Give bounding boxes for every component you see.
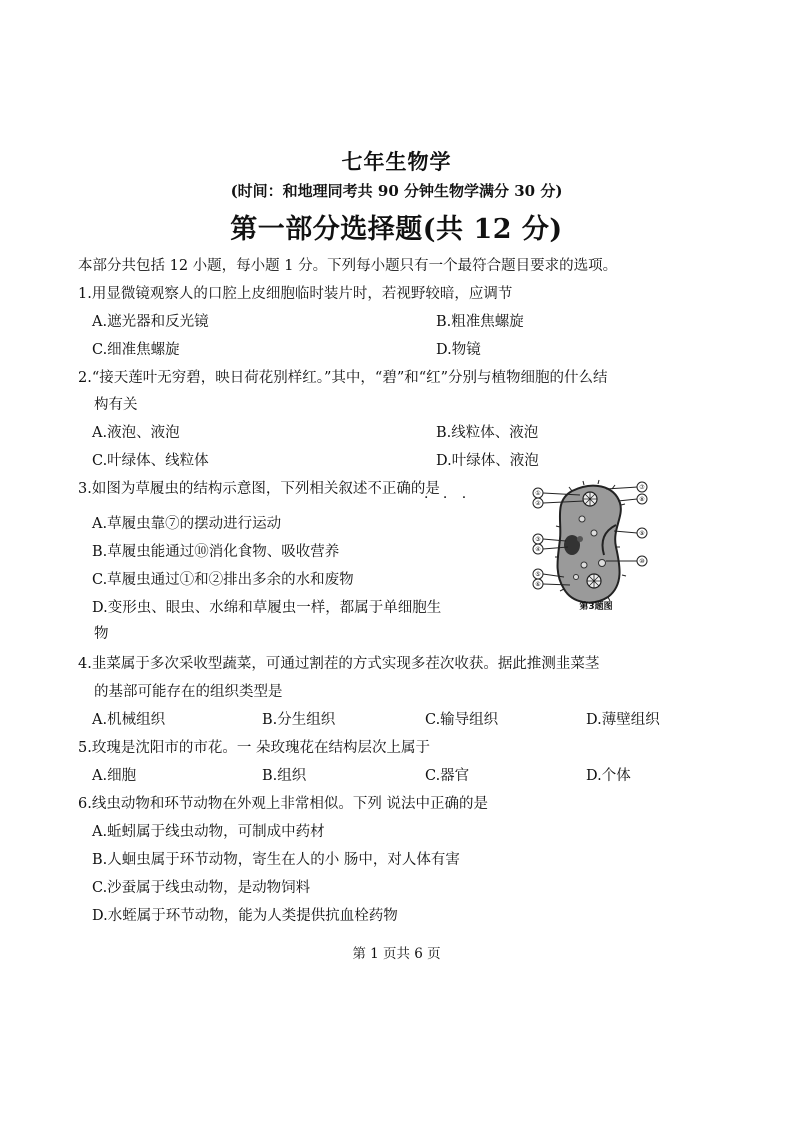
question-4-option-a: A.机械组织 <box>92 712 166 728</box>
page-subtitle: (时间：和地理同考共 90 分钟生物学满分 30 分) <box>230 182 563 200</box>
question-1-option-d: D.物镜 <box>436 342 481 358</box>
question-5-option-b: B.组织 <box>262 768 307 784</box>
question-3-option-c: C.草履虫通过①和②排出多余的水和废物 <box>92 572 354 588</box>
question-4-option-d: D.薄壁组织 <box>586 712 660 728</box>
label-2: ② <box>535 500 541 507</box>
page-footer: 第 1 页共 6 页 <box>352 946 441 962</box>
question-5-option-a: A.细胞 <box>92 768 137 784</box>
question-2-option-d: D.叶绿体、液泡 <box>436 453 539 469</box>
question-3-option-d-line-1: D.变形虫、眼虫、水绵和草履虫一样，都属于单细胞生 <box>92 600 442 616</box>
question-1-option-c: C.细准焦螺旋 <box>92 342 180 358</box>
label-3: ③ <box>535 536 541 543</box>
question-2-option-c: C.叶绿体、线粒体 <box>92 453 209 469</box>
question-1-option-a: A.遮光器和反光镜 <box>92 314 209 330</box>
question-2-stem-line-1: 2.“接天莲叶无穷碧，映日荷花别样红。”其中，“碧”和“红”分别与植物细胞的什么结 <box>78 370 608 386</box>
question-5-option-c: C.器官 <box>425 768 470 784</box>
label-10: ⑩ <box>639 558 645 565</box>
question-6-option-b: B.人蛔虫属于环节动物，寄生在人的小 肠中，对人体有害 <box>92 852 460 868</box>
question-6-stem: 6.线虫动物和环节动物在外观上非常相似。下列 说法中正确的是 <box>78 796 488 812</box>
question-6-option-a: A.蚯蚓属于线虫动物，可制成中药材 <box>92 824 325 840</box>
instructions: 本部分共包括 12 小题，每小题 1 分。下列每小题只有一个最符合题目要求的选项。 <box>78 258 618 274</box>
label-8: ⑧ <box>639 496 645 503</box>
label-6: ⑥ <box>535 581 541 588</box>
question-3-option-d-line-2: 物 <box>94 626 109 642</box>
question-3-option-a: A.草履虫靠⑦的摆动进行运动 <box>92 516 282 532</box>
question-6-option-d: D.水蛭属于环节动物，能为人类提供抗血栓药物 <box>92 908 398 924</box>
emphasis-dots: · · · <box>424 490 472 506</box>
question-4-stem-line-2: 的基部可能存在的组织类型是 <box>94 684 283 700</box>
question-4-option-b: B.分生组织 <box>262 712 336 728</box>
contractile-vacuole-bottom <box>587 574 601 588</box>
question-2-option-a: A.液泡、液泡 <box>92 425 180 441</box>
question-5-stem: 5.玫瑰是沈阳市的市花。一 朵玫瑰花在结构层次上属于 <box>78 740 430 756</box>
figure-caption: 第3题图 <box>579 602 613 612</box>
question-3-stem: 3.如图为草履虫的结构示意图，下列相关叙述不正确的是 <box>78 481 440 497</box>
question-2-option-b: B.线粒体、液泡 <box>436 425 539 441</box>
page-title: 七年生物学 <box>341 149 452 174</box>
question-6-option-c: C.沙蚕属于线虫动物，是动物饲料 <box>92 880 311 896</box>
micronucleus <box>577 536 583 542</box>
question-3-option-b: B.草履虫能通过⑩消化食物、吸收营养 <box>92 544 340 560</box>
contractile-vacuole-top <box>583 492 597 506</box>
label-5: ⑤ <box>535 571 541 578</box>
question-4-option-c: C.输导组织 <box>425 712 499 728</box>
question-1-stem: 1.用显微镜观察人的口腔上皮细胞临时装片时，若视野较暗，应调节 <box>78 286 513 302</box>
question-2-stem-line-2: 构有关 <box>94 397 138 413</box>
label-4: ④ <box>535 546 541 553</box>
paramecium-diagram <box>524 477 654 613</box>
label-7: ⑦ <box>639 484 645 491</box>
section-heading: 第一部分选择题(共 12 分) <box>230 214 563 245</box>
label-1: ① <box>535 490 541 497</box>
question-5-option-d: D.个体 <box>586 768 631 784</box>
question-4-stem-line-1: 4.韭菜属于多次采收型蔬菜，可通过割茬的方式实现多茬次收获。据此推测韭菜茎 <box>78 656 600 672</box>
label-9: ⑨ <box>639 530 645 537</box>
question-1-option-b: B.粗准焦螺旋 <box>436 314 524 330</box>
paramecium-figure <box>524 477 654 613</box>
